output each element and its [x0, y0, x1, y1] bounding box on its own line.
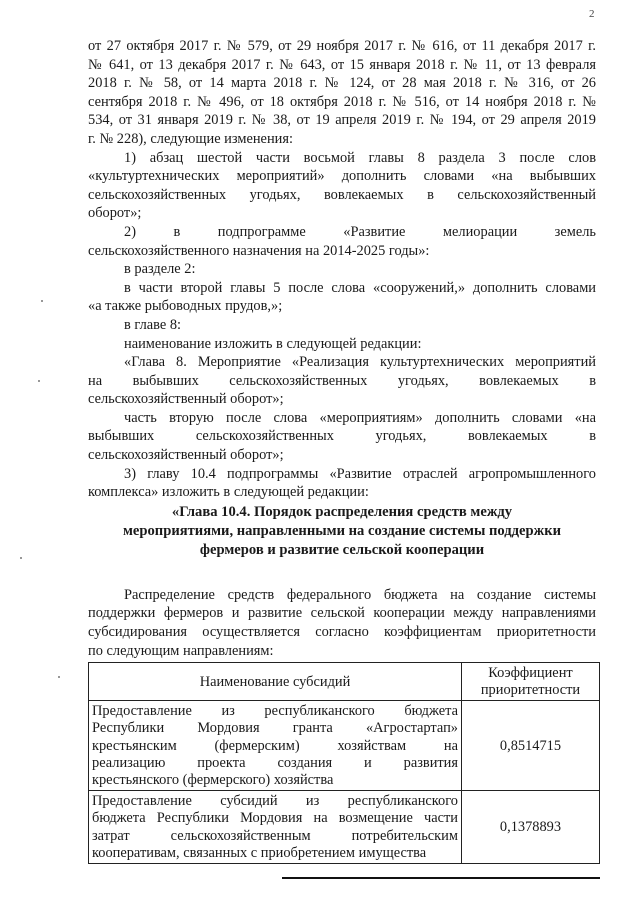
- text-line: 2018 г. № 58, от 14 марта 2018 г. № 124, от 28 мая 2018 г. № 316, от 26: [88, 75, 596, 92]
- amendment-2: 2) в подпрограмме «Развитие мелиорации земель: [124, 223, 596, 240]
- coefficient-cell: 0,8514715: [462, 701, 600, 791]
- cell-line: Предоставление субсидий из республиканского: [92, 793, 458, 810]
- cell-line: бюджета Республики Мордовия на возмещение части: [92, 810, 458, 827]
- cell-line: кооперативам, связанных с приобретением имущества: [92, 844, 427, 861]
- text-line: сентября 2018 г. № 496, от 18 октября 2018 г. № 516, от 14 ноября 2018 г. №: [88, 93, 596, 110]
- amendment-3: 3) главу 10.4 подпрограммы «Развитие отраслей агропромышленного: [124, 465, 596, 482]
- text-line: по следующим направлениям:: [88, 642, 274, 659]
- text-line: сельскохозяйственный оборот»;: [88, 447, 284, 464]
- text-line: часть вторую после слова «мероприятиям» дополнить словами «на: [124, 409, 596, 426]
- text-line: г. № 228), следующие изменения:: [88, 130, 293, 147]
- coefficient-cell: 0,1378893: [462, 791, 600, 864]
- scan-speck: [58, 676, 60, 678]
- text-line: в части второй главы 5 после слова «сооружений,» дополнить словами: [124, 279, 596, 296]
- cell-line: крестьянским (фермерским) хозяйствам на: [92, 737, 458, 754]
- text-line: сельскохозяйственных угодьях, вовлекаемых в сельскохозяйственный: [88, 186, 596, 203]
- text-line: сельскохозяйственного назначения на 2014-2025 годы»:: [88, 242, 430, 259]
- lead-paragraph: Распределение средств федерального бюджета на создание системы: [124, 586, 596, 603]
- text-line: комплекса» изложить в следующей редакции:: [88, 484, 369, 501]
- text-line: оборот»;: [88, 205, 142, 222]
- subsidy-name-cell: [89, 701, 462, 791]
- amendment-1: 1) абзац шестой части восьмой главы 8 раздела 3 после слов: [124, 149, 596, 166]
- page-number: 2: [589, 8, 595, 20]
- cell-line: реализацию проекта создания и развития: [92, 754, 458, 771]
- text-line: выбывших сельскохозяйственных угодьях, вовлекаемых в: [88, 428, 596, 445]
- text-line: наименование изложить в следующей редакции:: [124, 335, 422, 352]
- document-body: [88, 37, 596, 864]
- cell-line: Республики Мордовия гранта «Агростартап»: [92, 720, 458, 737]
- text-line: субсидирования осуществляется согласно коэффициентам приоритетности: [88, 624, 596, 641]
- table-header-row: [89, 663, 600, 701]
- subsidy-name-cell: [89, 791, 462, 864]
- text-line: в разделе 2:: [124, 261, 196, 278]
- text-line: 534, от 31 января 2019 г. № 38, от 19 апреля 2019 г. № 194, от 29 апреля 2019: [88, 112, 596, 129]
- cell-line: затрат сельскохозяйственным потребительским: [92, 827, 458, 844]
- subsidy-table: [88, 662, 600, 864]
- heading-line: мероприятиями, направленными на создание системы поддержки: [122, 522, 562, 539]
- text-line: на выбывших сельскохозяйственных угодьях, вовлекаемых в: [88, 372, 596, 389]
- text-line: «а также рыбоводных прудов,»;: [88, 298, 283, 315]
- text-line: поддержки фермеров и развитие сельской кооперации между направлениями: [88, 605, 596, 622]
- text-line: «культуртехнических мероприятий» дополнить словами «на выбывших: [88, 168, 596, 185]
- header-coef-line: приоритетности: [480, 682, 581, 699]
- scan-speck: [41, 300, 43, 302]
- cell-line: крестьянского (фермерского) хозяйства: [92, 772, 334, 789]
- heading-line: фермеров и развитие сельской кооперации: [199, 541, 485, 558]
- text-line: «Глава 8. Мероприятие «Реализация культуртехнических мероприятий: [124, 354, 596, 371]
- scan-speck: [20, 557, 22, 559]
- cell-line: Предоставление из республиканского бюджета: [92, 703, 458, 720]
- table-row: [89, 701, 600, 791]
- scan-speck: [38, 380, 40, 382]
- text-line: сельскохозяйственный оборот»;: [88, 391, 284, 408]
- text-line: от 27 октября 2017 г. № 579, от 29 ноября 2017 г. № 616, от 11 декабря 2017 г.: [88, 38, 596, 54]
- text-line: в главе 8:: [124, 316, 182, 333]
- header-coefficient: [462, 663, 600, 701]
- header-coef-line: Коэффициент: [488, 665, 573, 682]
- heading-line: «Глава 10.4. Порядок распределения средств между: [171, 503, 513, 520]
- footer-rule: [282, 877, 600, 879]
- table-row: [89, 791, 600, 864]
- chapter-heading: [88, 503, 596, 560]
- text-line: № 641, от 13 декабря 2017 г. № 643, от 15 января 2018 г. № 11, от 13 февраля: [88, 56, 596, 73]
- header-subsidy-name: Наименование субсидий: [89, 663, 462, 701]
